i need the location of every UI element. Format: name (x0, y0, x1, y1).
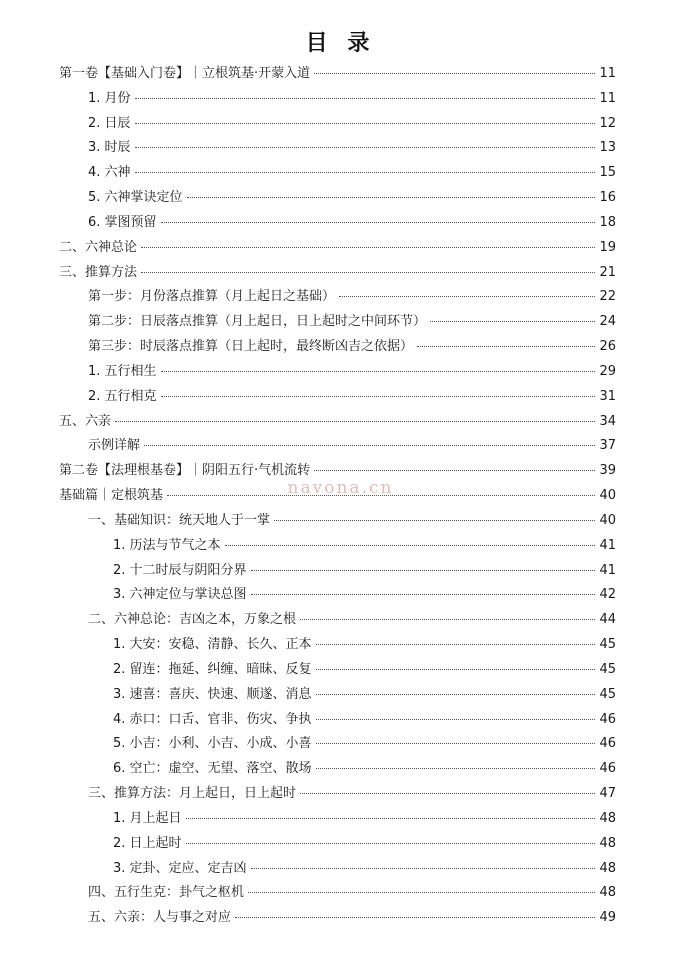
toc-entry-title: 1. 月份 (88, 90, 131, 106)
toc-dot-leader (316, 719, 596, 720)
toc-entry-page-number: 46 (599, 761, 616, 777)
toc-entry[interactable] (59, 335, 616, 360)
toc-dot-leader (186, 818, 596, 819)
toc-entry[interactable] (59, 186, 616, 211)
toc-entry-title: 三、推算方法：月上起日，日上起时 (88, 786, 297, 802)
toc-entry[interactable] (59, 757, 616, 782)
toc-entry-title: 3. 时辰 (88, 140, 131, 156)
toc-entry-page-number: 45 (599, 637, 616, 653)
toc-dot-leader (251, 868, 596, 869)
toc-entry[interactable] (59, 608, 616, 633)
toc-entry-page-number: 39 (599, 463, 616, 479)
toc-dot-leader (274, 520, 595, 521)
toc-dot-leader (144, 445, 595, 446)
toc-entry[interactable] (59, 583, 616, 608)
toc-entry[interactable] (59, 732, 616, 757)
toc-entry[interactable] (59, 434, 616, 459)
toc-entry-title: 五、六亲 (59, 413, 112, 429)
toc-entry[interactable] (59, 360, 616, 385)
toc-entry-title: 3. 定卦、定应、定吉凶 (113, 860, 247, 876)
toc-entry[interactable] (59, 658, 616, 683)
toc-entry[interactable] (59, 683, 616, 708)
toc-entry[interactable] (59, 509, 616, 534)
toc-entry[interactable] (59, 385, 616, 410)
toc-dot-leader (186, 843, 596, 844)
toc-entry[interactable] (59, 136, 616, 161)
toc-entry-page-number: 22 (599, 289, 616, 305)
toc-entry-page-number: 29 (599, 363, 616, 379)
toc-entry-page-number: 16 (599, 190, 616, 206)
toc-entry[interactable] (59, 857, 616, 882)
toc-entry-page-number: 11 (599, 90, 616, 106)
toc-dot-leader (135, 123, 596, 124)
toc-entry-page-number: 34 (599, 413, 616, 429)
toc-entry[interactable] (59, 161, 616, 186)
toc-entry[interactable] (59, 459, 616, 484)
toc-entry-page-number: 45 (599, 686, 616, 702)
toc-dot-leader (314, 73, 595, 74)
toc-entry[interactable] (59, 881, 616, 906)
toc-entry[interactable] (59, 410, 616, 435)
toc-entry[interactable] (59, 484, 616, 509)
toc-entry-title: 第一卷【基础入门卷】｜立根筑基·开蒙入道 (59, 66, 311, 81)
toc-dot-leader (314, 470, 595, 471)
toc-entry[interactable] (59, 807, 616, 832)
toc-entry-title: 三、推算方法 (59, 264, 138, 280)
toc-entry-title: 1. 月上起日 (113, 810, 182, 826)
page-title: 目 录 (305, 31, 376, 56)
toc-entry-page-number: 26 (599, 339, 616, 355)
toc-entry[interactable] (59, 112, 616, 137)
toc-dot-leader (300, 619, 595, 620)
toc-entry-title: 2. 日辰 (88, 115, 131, 131)
toc-entry-page-number: 24 (599, 314, 616, 330)
toc-entry-page-number: 48 (599, 835, 616, 851)
toc-entry-title: 2. 十二时辰与阴阳分界 (113, 562, 247, 578)
toc-entry-title: 4. 六神 (88, 165, 131, 181)
toc-entry-page-number: 48 (599, 885, 616, 901)
toc-entry[interactable] (59, 62, 616, 87)
toc-dot-leader (251, 570, 596, 571)
toc-entry[interactable] (59, 906, 616, 931)
toc-entry-page-number: 31 (599, 388, 616, 404)
toc-entry-title: 5. 小吉：小利、小吉、小成、小喜 (113, 736, 312, 752)
toc-entry[interactable] (59, 782, 616, 807)
toc-entry-page-number: 40 (599, 488, 616, 504)
toc-dot-leader (115, 421, 595, 422)
table-of-contents (59, 62, 616, 931)
toc-dot-leader (135, 147, 596, 148)
toc-entry-title: 基础篇｜定根筑基 (59, 488, 164, 504)
watermark: navona.cn (287, 478, 394, 498)
toc-entry-title: 2. 日上起时 (113, 835, 182, 851)
toc-entry-title: 一、基础知识：统天地人于一掌 (88, 512, 271, 528)
toc-entry-title: 第三步：时辰落点推算（日上起时，最终断凶吉之依据） (88, 339, 414, 355)
toc-entry-title: 1. 大安：安稳、清静、长久、正本 (113, 637, 312, 653)
toc-entry-page-number: 12 (599, 115, 616, 131)
toc-entry[interactable] (59, 236, 616, 261)
toc-entry-page-number: 48 (599, 810, 616, 826)
toc-entry-title: 6. 空亡：虚空、无望、落空、散场 (113, 761, 312, 777)
toc-entry-title: 5. 六神掌诀定位 (88, 190, 183, 206)
toc-dot-leader (316, 768, 596, 769)
toc-entry-page-number: 13 (599, 140, 616, 156)
toc-entry-page-number: 47 (599, 786, 616, 802)
toc-entry-page-number: 21 (599, 264, 616, 280)
toc-entry-title: 2. 留连：拖延、纠缠、暗昧、反复 (113, 661, 312, 677)
toc-entry[interactable] (59, 261, 616, 286)
toc-entry[interactable] (59, 559, 616, 584)
toc-entry-title: 6. 掌图预留 (88, 214, 157, 230)
toc-entry-title: 第二步：日辰落点推算（月上起日，日上起时之中间环节） (88, 314, 427, 330)
toc-dot-leader (167, 495, 595, 496)
toc-entry-page-number: 19 (599, 239, 616, 255)
toc-dot-leader (135, 172, 596, 173)
toc-entry[interactable] (59, 285, 616, 310)
toc-dot-leader (135, 98, 596, 99)
toc-entry[interactable] (59, 211, 616, 236)
toc-dot-leader (161, 222, 596, 223)
toc-entry[interactable] (59, 633, 616, 658)
toc-entry-page-number: 40 (599, 512, 616, 528)
toc-entry-page-number: 45 (599, 661, 616, 677)
toc-entry-title: 1. 五行相生 (88, 363, 157, 379)
toc-entry-title: 3. 速喜：喜庆、快速、顺遂、消息 (113, 686, 312, 702)
toc-dot-leader (161, 396, 596, 397)
toc-dot-leader (316, 644, 596, 645)
toc-entry-title: 第一步：月份落点推算（月上起日之基础） (88, 289, 336, 305)
toc-entry-title: 3. 六神定位与掌诀总图 (113, 587, 247, 603)
toc-dot-leader (161, 371, 596, 372)
toc-entry-page-number: 15 (599, 165, 616, 181)
toc-entry-page-number: 37 (599, 438, 616, 454)
toc-entry-title: 第二卷【法理根基卷】｜阴阳五行·气机流转 (59, 463, 311, 479)
toc-dot-leader (316, 669, 596, 670)
toc-entry[interactable] (59, 87, 616, 112)
toc-dot-leader (248, 892, 595, 893)
toc-entry-title: 示例详解 (88, 438, 141, 454)
toc-entry-title: 1. 历法与节气之本 (113, 537, 221, 553)
toc-dot-leader (235, 917, 595, 918)
toc-entry[interactable] (59, 708, 616, 733)
toc-entry-page-number: 18 (599, 214, 616, 230)
toc-entry-title: 2. 五行相克 (88, 388, 157, 404)
toc-dot-leader (187, 197, 596, 198)
toc-dot-leader (225, 545, 596, 546)
toc-dot-leader (430, 321, 595, 322)
toc-entry-page-number: 46 (599, 711, 616, 727)
toc-entry-title: 4. 赤口：口舌、官非、伤灾、争执 (113, 711, 312, 727)
toc-entry-page-number: 11 (599, 66, 616, 81)
toc-entry-page-number: 41 (599, 537, 616, 553)
toc-dot-leader (251, 594, 596, 595)
toc-entry-page-number: 44 (599, 612, 616, 628)
toc-dot-leader (141, 272, 595, 273)
toc-entry-page-number: 48 (599, 860, 616, 876)
toc-dot-leader (339, 296, 595, 297)
toc-entry-title: 二、六神总论 (59, 239, 138, 255)
toc-entry-title: 二、六神总论：吉凶之本，万象之根 (88, 612, 297, 628)
toc-entry[interactable] (59, 310, 616, 335)
toc-entry-page-number: 41 (599, 562, 616, 578)
toc-entry[interactable] (59, 534, 616, 559)
toc-dot-leader (300, 793, 595, 794)
toc-entry-page-number: 42 (599, 587, 616, 603)
toc-dot-leader (316, 694, 596, 695)
toc-entry-page-number: 46 (599, 736, 616, 752)
toc-dot-leader (316, 743, 596, 744)
toc-dot-leader (141, 247, 595, 248)
toc-entry-title: 五、六亲：人与事之对应 (88, 910, 232, 926)
toc-entry[interactable] (59, 832, 616, 857)
toc-dot-leader (417, 346, 595, 347)
toc-entry-page-number: 49 (599, 910, 616, 926)
toc-entry-title: 四、五行生克：卦气之枢机 (88, 885, 245, 901)
